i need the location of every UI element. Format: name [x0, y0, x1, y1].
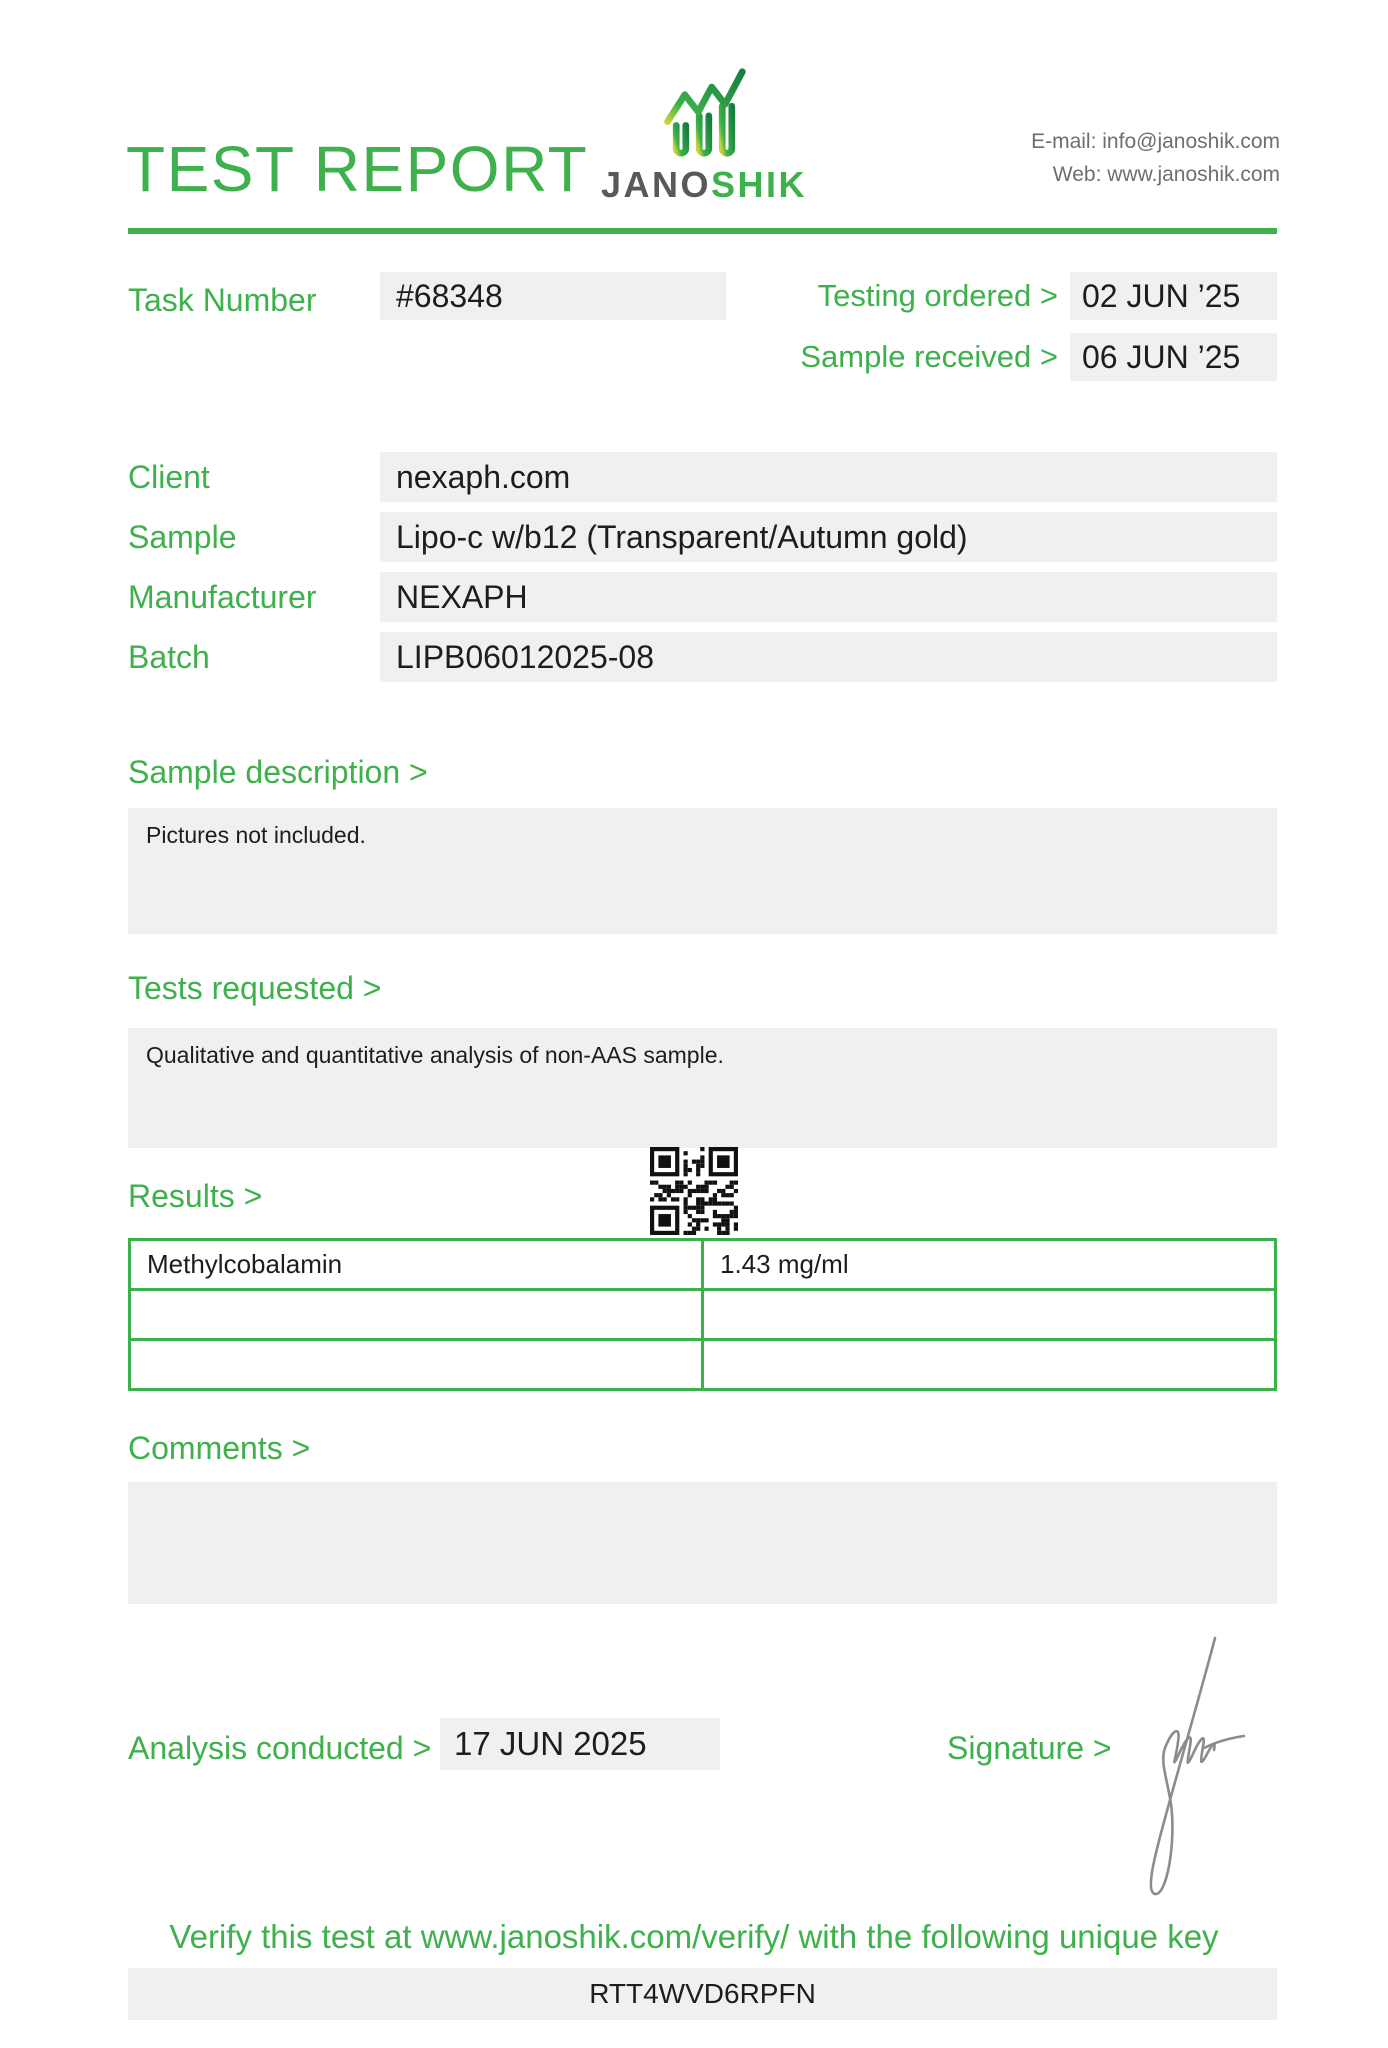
unique-key-value: RTT4WVD6RPFN: [128, 1968, 1277, 2020]
tests-requested-heading: Tests requested >: [128, 970, 382, 1006]
logo-text-shik: SHIK: [711, 164, 808, 205]
sample-received-row: [797, 333, 1277, 381]
signature: [1118, 1630, 1258, 1920]
batch-label: Batch: [128, 639, 210, 675]
manufacturer-label: Manufacturer: [128, 579, 317, 615]
result-value: 1.43 mg/ml: [703, 1240, 1276, 1290]
sample-received-value: 06 JUN ’25: [1070, 333, 1277, 381]
analysis-date-value: 17 JUN 2025: [440, 1718, 720, 1770]
client-label: Client: [128, 459, 210, 495]
task-number-label: Task Number: [128, 282, 317, 318]
result-value: [703, 1290, 1276, 1340]
signature-label: Signature >: [947, 1730, 1112, 1766]
info-row-client: [128, 452, 1277, 502]
header-divider: [128, 228, 1277, 234]
sample-description-panel: Pictures not included.: [128, 808, 1277, 934]
janoshik-logo-text: [598, 164, 810, 206]
result-analyte: [130, 1340, 703, 1390]
results-heading: Results >: [128, 1178, 263, 1214]
manufacturer-value: NEXAPH: [380, 572, 1277, 622]
results-row: [130, 1240, 1276, 1290]
testing-ordered-label: Testing ordered >: [817, 278, 1058, 313]
task-number-value: #68348: [380, 272, 726, 320]
info-row-manufacturer: [128, 572, 1277, 622]
testing-ordered-value: 02 JUN ’25: [1070, 272, 1277, 320]
result-value: [703, 1340, 1276, 1390]
info-row-batch: [128, 632, 1277, 682]
testing-ordered-row: [797, 272, 1277, 320]
result-analyte: Methylcobalamin: [130, 1240, 703, 1290]
sample-received-label: Sample received >: [800, 339, 1058, 374]
batch-value: LIPB06012025-08: [380, 632, 1277, 682]
comments-panel: [128, 1482, 1277, 1604]
sample-value: Lipo-c w/b12 (Transparent/Autumn gold): [380, 512, 1277, 562]
contact-web: Web: www.janoshik.com: [1052, 162, 1280, 186]
info-row-sample: [128, 512, 1277, 562]
contact-info: [1031, 126, 1280, 191]
bar-chart-growth-icon: [656, 66, 752, 158]
sample-description-heading: Sample description >: [128, 754, 428, 790]
results-row: [130, 1290, 1276, 1340]
sample-label: Sample: [128, 519, 237, 555]
sample-info-block: [128, 452, 1277, 692]
client-value: nexaph.com: [380, 452, 1277, 502]
contact-email: E-mail: info@janoshik.com: [1031, 130, 1280, 153]
tests-requested-panel: Qualitative and quantitative analysis of non-AAS sample.: [128, 1028, 1277, 1148]
verify-instruction: Verify this test at www.janoshik.com/verify/ with the following unique key: [169, 1918, 1219, 1955]
results-table: [128, 1238, 1277, 1391]
janoshik-logo: [598, 66, 810, 206]
page-title: TEST REPORT: [126, 133, 589, 205]
analysis-conducted-label: Analysis conducted >: [128, 1730, 432, 1766]
qr-code: [650, 1147, 738, 1235]
result-analyte: [130, 1290, 703, 1340]
logo-text-jano: JANO: [600, 164, 711, 205]
results-row: [130, 1340, 1276, 1390]
comments-heading: Comments >: [128, 1430, 311, 1466]
